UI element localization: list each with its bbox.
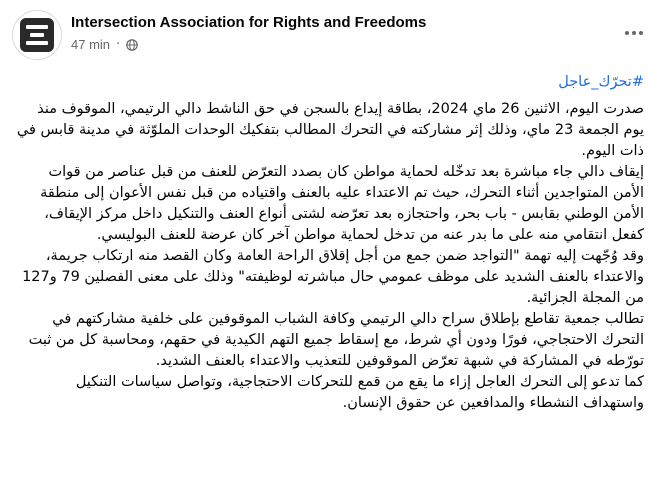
hashtag-link[interactable]: #تحرّك_عاجل (558, 74, 644, 90)
globe-icon[interactable] (126, 39, 138, 51)
more-options-icon[interactable] (620, 22, 648, 44)
post-paragraph-3: وقد وُجّهت إليه تهمة "التواجد ضمن جمع من أجل إقلاق الراحة العامة وكان القصد منه ارتكاب جريمة، والاعتداء بالعنف الشديد على موظف عمومي حال مباشرته لوظيفته" وذلك على معنى الفصلين 79 و127 من المجلة الجزائية. (22, 248, 644, 306)
meta-separator: · (116, 37, 121, 52)
organization-logo-icon (20, 18, 54, 52)
post-meta (71, 37, 138, 52)
post-paragraph-1: صدرت اليوم، الاثنين 26 ماي 2024، بطاقة إيداع بالسجن في حق الناشط دالي الرتيمي، الموقوف منذ يوم الجمعة 23 ماي، وذلك إثر مشاركته في التحرك المطالب بتفكيك الوحدات الملوّثة في مدينة قابس في ذات اليوم. (16, 101, 644, 159)
page-name-link[interactable]: Intersection Association for Rights and Freedoms (71, 14, 427, 31)
post-paragraph-4: تطالب جمعية تقاطع بإطلاق سراح دالي الرتيمي وكافة الشباب الموقوفين على خلفية مشاركتهم في التحرك الاحتجاجي، فورًا ودون أي شرط، مع إسقاط جميع التهم الكيدية في حقهم، ومحاسبة كل من ثبت تورّطه في المشاركة في شبهة تعرّض الموقوفين للتعذيب والاعتداء بالعنف الشديد. (28, 311, 644, 369)
post-body (14, 72, 644, 414)
post-header (0, 0, 662, 66)
page-avatar[interactable] (12, 10, 62, 60)
post-paragraph-2: إيقاف دالي جاء مباشرة بعد تدخّله لحماية مواطن كان بصدد التعرّض للعنف من قبل عناصر من قوات الأمن المتواجدين أثناء التحرك، حيث تم الاعتداء عليه بالعنف واقتياده من قبل نفس الأعوان إلى منطقة الأمن الوطني بقابس - باب بحر، واحتجازه بعد تعرّضه لشتى أنواع العنف والتنكيل داخل مركز الإيقاف، كفعل انتقامي منه على ما بدر عنه من تدخل لحماية مواطن آخر كان عرضة للعنف البوليسي. (40, 164, 644, 243)
post-timestamp[interactable]: 47 min (71, 37, 111, 52)
post-paragraph-5: كما تدعو إلى التحرك العاجل إزاء ما يقع من قمع للتحركات الاحتجاجية، وتواصل سياسات التنكيل واستهداف النشطاء والمدافعين عن حقوق الإنسان. (75, 374, 644, 411)
